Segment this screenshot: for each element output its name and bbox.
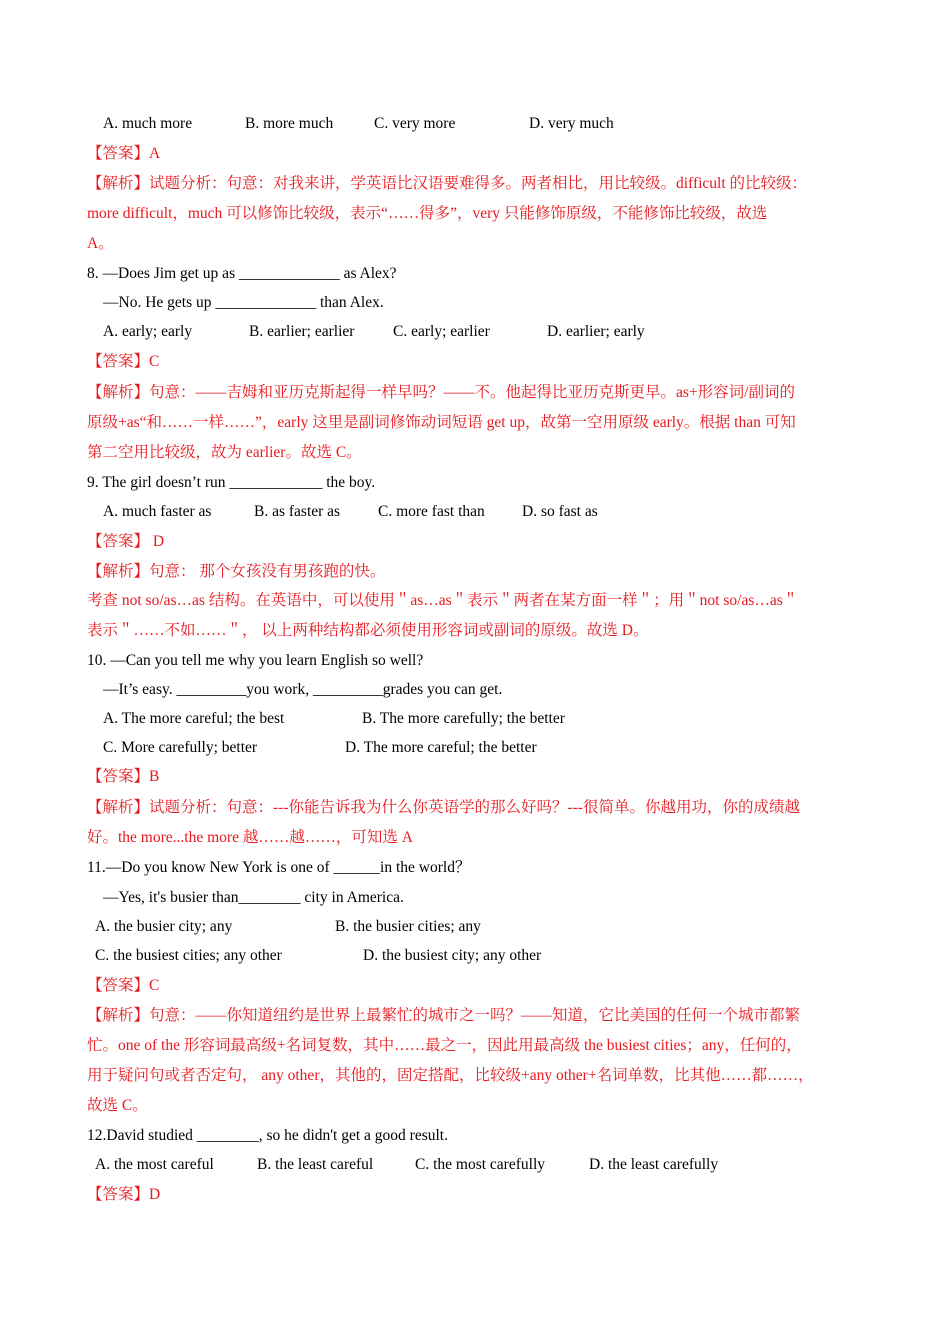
- q9-analysis-line-3: 表示＂……不如……＂， 以上两种结构都必须使用形容词或副词的原级。故选 D。: [87, 622, 649, 639]
- q9-option-c: C. more fast than: [378, 503, 485, 520]
- q10-stem-line-1: 10. —Can you tell me why you learn English so well?: [87, 652, 424, 669]
- q7-option-a: A. much more: [103, 115, 193, 132]
- q12-option-d: D. the least carefully: [589, 1156, 719, 1173]
- q8-answer: 【答案】C: [87, 353, 160, 370]
- q8-analysis-line-3: 第二空用比较级，故为 earlier。故选 C。: [87, 444, 362, 461]
- q9-analysis-line-1: 【解析】句意： 那个女孩没有男孩跑的快。: [87, 563, 386, 580]
- q11-analysis-line-1: 【解析】句意：——你知道纽约是世界上最繁忙的城市之一吗？——知道，它比美国的任何一个城市都繁: [87, 1007, 801, 1024]
- q8-option-c: C. early; earlier: [393, 323, 490, 340]
- q12-option-a: A. the most careful: [95, 1156, 214, 1173]
- q11-option-c: C. the busiest cities; any other: [95, 947, 282, 964]
- q11-stem-line-2: —Yes, it's busier than________ city in America.: [103, 889, 404, 906]
- q10-analysis-line-1: 【解析】试题分析：句意：---你能告诉我为什么你英语学的那么好吗？---很简单。你越用功，你的成绩越: [87, 799, 800, 816]
- q8-option-a: A. early; early: [103, 323, 193, 340]
- q7-option-d: D. very much: [529, 115, 614, 132]
- q8-stem-line-1: 8. —Does Jim get up as _____________ as Alex?: [87, 265, 397, 282]
- q7-option-b: B. more much: [245, 115, 334, 132]
- q11-option-a: A. the busier city; any: [95, 918, 233, 935]
- q8-option-d: D. earlier; early: [547, 323, 645, 340]
- q11-option-d: D. the busiest city; any other: [363, 947, 542, 964]
- q7-option-c: C. very more: [374, 115, 456, 132]
- q8-stem-line-2: —No. He gets up _____________ than Alex.: [103, 294, 384, 311]
- q10-answer: 【答案】B: [87, 768, 160, 785]
- q10-analysis-line-2: 好。the more...the more 越……越……，可知选 A: [87, 829, 413, 846]
- q9-option-b: B. as faster as: [254, 503, 341, 520]
- q12-option-b: B. the least careful: [257, 1156, 374, 1173]
- q12-option-c: C. the most carefully: [415, 1156, 545, 1173]
- q9-option-d: D. so fast as: [522, 503, 598, 520]
- q11-answer: 【答案】C: [87, 977, 160, 994]
- q7-analysis-line-3: A。: [87, 235, 114, 252]
- q11-option-b: B. the busier cities; any: [335, 918, 481, 935]
- q12-answer: 【答案】D: [87, 1186, 161, 1203]
- q7-answer: 【答案】A: [87, 145, 161, 162]
- q10-option-a: A. The more careful; the best: [103, 710, 285, 727]
- q11-analysis-line-3: 用于疑问句或者否定句， any other，其他的，固定搭配，比较级+any other+名词单数，比其他……都……，: [87, 1067, 814, 1084]
- q9-option-a: A. much faster as: [103, 503, 212, 520]
- q11-analysis-line-2: 忙。one of the 形容词最高级+名词复数，其中……最之一，因此用最高级 the busiest cities；any，任何的，: [87, 1037, 802, 1054]
- q10-option-b: B. The more carefully; the better: [362, 710, 565, 727]
- q10-option-d: D. The more careful; the better: [345, 739, 537, 756]
- q8-analysis-line-1: 【解析】句意：——吉姆和亚历克斯起得一样早吗？——不。他起得比亚历克斯更早。as+形容词/副词的: [87, 384, 795, 401]
- q10-stem-line-2: —It’s easy. _________you work, _________grades you can get.: [103, 681, 503, 698]
- q7-analysis-line-2: more difficult，much 可以修饰比较级，表示“……得多”，very 只能修饰原级，不能修饰比较级，故选: [87, 205, 768, 222]
- q11-stem-line-1: 11.—Do you know New York is one of ______in the world？: [87, 859, 471, 876]
- q8-analysis-line-2: 原级+as“和……一样……”，early 这里是副词修饰动词短语 get up，故第一空用原级 early。根据 than 可知: [87, 414, 796, 431]
- q10-option-c: C. More carefully; better: [103, 739, 258, 756]
- q7-analysis-line-1: 【解析】试题分析：句意：对我来讲，学英语比汉语要难得多。两者相比，用比较级。difficult 的比较级：: [87, 175, 808, 192]
- q11-analysis-line-4: 故选 C。: [87, 1097, 148, 1114]
- q12-stem-line-1: 12.David studied ________, so he didn't get a good result.: [87, 1127, 448, 1144]
- q9-answer: 【答案】 D: [87, 533, 165, 550]
- q9-stem-line-1: 9. The girl doesn’t run ____________ the boy.: [87, 474, 376, 491]
- q9-analysis-line-2: 考查 not so/as…as 结构。在英语中，可以使用＂as…as＂表示＂两者在某方面一样＂；用＂not so/as…as＂: [87, 592, 799, 609]
- q8-option-b: B. earlier; earlier: [249, 323, 355, 340]
